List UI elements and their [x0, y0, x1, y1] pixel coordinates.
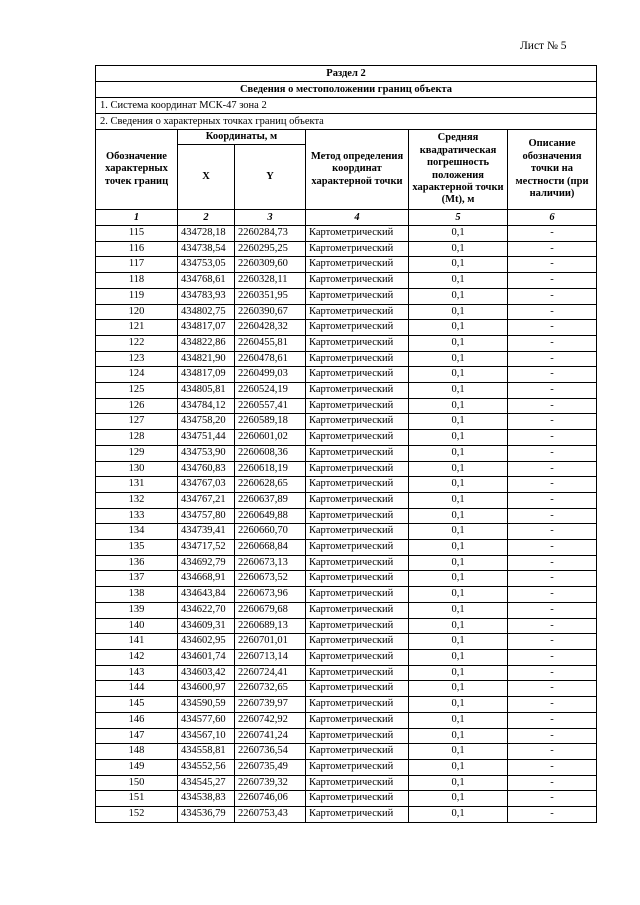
method-cell: Картометрический	[306, 744, 409, 760]
coord-x-cell: 434668,91	[178, 571, 235, 587]
section-title: Раздел 2	[96, 66, 597, 82]
coord-x-cell: 434758,20	[178, 414, 235, 430]
point-id-cell: 136	[96, 555, 178, 571]
coord-x-cell: 434805,81	[178, 383, 235, 399]
method-cell: Картометрический	[306, 335, 409, 351]
coord-x-cell: 434767,03	[178, 477, 235, 493]
table-row	[96, 477, 597, 493]
method-cell: Картометрический	[306, 288, 409, 304]
method-cell: Картометрический	[306, 367, 409, 383]
point-id-cell: 120	[96, 304, 178, 320]
coord-y-cell: 2260673,13	[235, 555, 306, 571]
error-cell: 0,1	[409, 367, 508, 383]
point-id-cell: 129	[96, 445, 178, 461]
description-cell: -	[508, 665, 597, 681]
coord-x-cell: 434768,61	[178, 273, 235, 289]
coord-y-cell: 2260736,54	[235, 744, 306, 760]
point-id-cell: 146	[96, 712, 178, 728]
coord-y-cell: 2260742,92	[235, 712, 306, 728]
table-row	[96, 367, 597, 383]
point-id-cell: 141	[96, 634, 178, 650]
point-id-cell: 147	[96, 728, 178, 744]
coord-y-cell: 2260679,68	[235, 602, 306, 618]
table-row	[96, 540, 597, 556]
table-row	[96, 414, 597, 430]
method-cell: Картометрический	[306, 775, 409, 791]
point-id-cell: 135	[96, 540, 178, 556]
description-cell: -	[508, 540, 597, 556]
description-cell: -	[508, 728, 597, 744]
description-cell: -	[508, 759, 597, 775]
coord-x-cell: 434600,97	[178, 681, 235, 697]
method-cell: Картометрический	[306, 320, 409, 336]
method-cell: Картометрический	[306, 634, 409, 650]
method-cell: Картометрический	[306, 241, 409, 257]
coord-y-cell: 2260589,18	[235, 414, 306, 430]
sheet-number: Лист № 5	[520, 40, 567, 52]
table-row	[96, 602, 597, 618]
point-id-cell: 128	[96, 430, 178, 446]
section-subtitle-row	[96, 82, 597, 98]
method-cell: Картометрический	[306, 618, 409, 634]
col-x: X	[178, 145, 235, 210]
table-row	[96, 320, 597, 336]
column-number: 1	[96, 210, 178, 226]
error-cell: 0,1	[409, 398, 508, 414]
col-y: Y	[235, 145, 306, 210]
description-cell: -	[508, 273, 597, 289]
point-id-cell: 145	[96, 697, 178, 713]
description-cell: -	[508, 807, 597, 823]
table-row	[96, 791, 597, 807]
coord-y-cell: 2260557,41	[235, 398, 306, 414]
coord-y-cell: 2260628,65	[235, 477, 306, 493]
col-point-designation: Обозначение характерных точек границ	[96, 130, 178, 210]
point-id-cell: 149	[96, 759, 178, 775]
description-cell: -	[508, 445, 597, 461]
coord-y-cell: 2260284,73	[235, 226, 306, 242]
coord-x-cell: 434558,81	[178, 744, 235, 760]
coord-y-cell: 2260328,11	[235, 273, 306, 289]
error-cell: 0,1	[409, 351, 508, 367]
coord-y-cell: 2260478,61	[235, 351, 306, 367]
table-row	[96, 665, 597, 681]
description-cell: -	[508, 492, 597, 508]
coord-y-cell: 2260637,89	[235, 492, 306, 508]
point-id-cell: 119	[96, 288, 178, 304]
error-cell: 0,1	[409, 807, 508, 823]
description-cell: -	[508, 712, 597, 728]
point-id-cell: 139	[96, 602, 178, 618]
column-number: 3	[235, 210, 306, 226]
coord-y-cell: 2260701,01	[235, 634, 306, 650]
error-cell: 0,1	[409, 634, 508, 650]
table-row	[96, 744, 597, 760]
point-id-cell: 122	[96, 335, 178, 351]
coord-x-cell: 434622,70	[178, 602, 235, 618]
description-cell: -	[508, 791, 597, 807]
coord-x-cell: 434757,80	[178, 508, 235, 524]
description-cell: -	[508, 461, 597, 477]
method-cell: Картометрический	[306, 759, 409, 775]
method-cell: Картометрический	[306, 304, 409, 320]
error-cell: 0,1	[409, 273, 508, 289]
table-row	[96, 351, 597, 367]
method-cell: Картометрический	[306, 383, 409, 399]
description-cell: -	[508, 602, 597, 618]
point-id-cell: 140	[96, 618, 178, 634]
error-cell: 0,1	[409, 681, 508, 697]
column-number-row	[96, 210, 597, 226]
coord-x-cell: 434692,79	[178, 555, 235, 571]
coord-x-cell: 434717,52	[178, 540, 235, 556]
coord-y-cell: 2260689,13	[235, 618, 306, 634]
description-cell: -	[508, 649, 597, 665]
table-row	[96, 508, 597, 524]
coord-x-cell: 434767,21	[178, 492, 235, 508]
point-id-cell: 138	[96, 587, 178, 603]
error-cell: 0,1	[409, 665, 508, 681]
column-number: 5	[409, 210, 508, 226]
method-cell: Картометрический	[306, 398, 409, 414]
description-cell: -	[508, 697, 597, 713]
point-id-cell: 137	[96, 571, 178, 587]
table-row	[96, 398, 597, 414]
point-id-cell: 133	[96, 508, 178, 524]
coord-x-cell: 434739,41	[178, 524, 235, 540]
coord-x-cell: 434753,90	[178, 445, 235, 461]
description-cell: -	[508, 367, 597, 383]
error-cell: 0,1	[409, 697, 508, 713]
coord-x-cell: 434822,86	[178, 335, 235, 351]
col-description: Описание обозначения точки на местности (при наличии)	[508, 130, 597, 210]
coord-y-cell: 2260309,60	[235, 257, 306, 273]
coord-x-cell: 434751,44	[178, 430, 235, 446]
method-cell: Картометрический	[306, 351, 409, 367]
table-row	[96, 257, 597, 273]
coord-x-cell: 434609,31	[178, 618, 235, 634]
error-cell: 0,1	[409, 430, 508, 446]
error-cell: 0,1	[409, 744, 508, 760]
description-cell: -	[508, 320, 597, 336]
table-row	[96, 618, 597, 634]
method-cell: Картометрический	[306, 649, 409, 665]
coord-x-cell: 434643,84	[178, 587, 235, 603]
point-id-cell: 150	[96, 775, 178, 791]
coord-x-cell: 434783,93	[178, 288, 235, 304]
error-cell: 0,1	[409, 524, 508, 540]
point-id-cell: 116	[96, 241, 178, 257]
table-row	[96, 226, 597, 242]
description-cell: -	[508, 744, 597, 760]
coord-y-cell: 2260753,43	[235, 807, 306, 823]
point-id-cell: 123	[96, 351, 178, 367]
error-cell: 0,1	[409, 304, 508, 320]
point-id-cell: 148	[96, 744, 178, 760]
error-cell: 0,1	[409, 383, 508, 399]
error-cell: 0,1	[409, 257, 508, 273]
description-cell: -	[508, 288, 597, 304]
col-method: Метод определения координат характерной точки	[306, 130, 409, 210]
point-id-cell: 143	[96, 665, 178, 681]
error-cell: 0,1	[409, 477, 508, 493]
method-cell: Картометрический	[306, 712, 409, 728]
description-cell: -	[508, 335, 597, 351]
method-cell: Картометрический	[306, 728, 409, 744]
error-cell: 0,1	[409, 288, 508, 304]
boundary-points-table	[95, 65, 597, 823]
error-cell: 0,1	[409, 414, 508, 430]
description-cell: -	[508, 555, 597, 571]
coord-y-cell: 2260735,49	[235, 759, 306, 775]
coord-y-cell: 2260455,81	[235, 335, 306, 351]
error-cell: 0,1	[409, 540, 508, 556]
point-id-cell: 125	[96, 383, 178, 399]
point-id-cell: 117	[96, 257, 178, 273]
description-cell: -	[508, 775, 597, 791]
description-cell: -	[508, 571, 597, 587]
error-cell: 0,1	[409, 618, 508, 634]
method-cell: Картометрический	[306, 807, 409, 823]
coord-y-cell: 2260608,36	[235, 445, 306, 461]
description-cell: -	[508, 398, 597, 414]
table-row	[96, 728, 597, 744]
table-row	[96, 649, 597, 665]
table-row	[96, 775, 597, 791]
point-id-cell: 130	[96, 461, 178, 477]
error-cell: 0,1	[409, 226, 508, 242]
section-title-row	[96, 66, 597, 82]
coord-x-cell: 434602,95	[178, 634, 235, 650]
coord-y-cell: 2260428,32	[235, 320, 306, 336]
coord-y-cell: 2260713,14	[235, 649, 306, 665]
error-cell: 0,1	[409, 649, 508, 665]
point-id-cell: 121	[96, 320, 178, 336]
coord-y-cell: 2260668,84	[235, 540, 306, 556]
coord-x-cell: 434552,56	[178, 759, 235, 775]
method-cell: Картометрический	[306, 461, 409, 477]
coord-y-cell: 2260660,70	[235, 524, 306, 540]
section-subtitle: Сведения о местоположении границ объекта	[96, 82, 597, 98]
description-cell: -	[508, 226, 597, 242]
method-cell: Картометрический	[306, 226, 409, 242]
coord-y-cell: 2260741,24	[235, 728, 306, 744]
method-cell: Картометрический	[306, 555, 409, 571]
error-cell: 0,1	[409, 320, 508, 336]
description-cell: -	[508, 587, 597, 603]
method-cell: Картометрический	[306, 587, 409, 603]
method-cell: Картометрический	[306, 273, 409, 289]
coord-x-cell: 434538,83	[178, 791, 235, 807]
point-id-cell: 124	[96, 367, 178, 383]
point-id-cell: 144	[96, 681, 178, 697]
table-row	[96, 712, 597, 728]
description-cell: -	[508, 477, 597, 493]
coord-x-cell: 434821,90	[178, 351, 235, 367]
error-cell: 0,1	[409, 571, 508, 587]
coord-y-cell: 2260724,41	[235, 665, 306, 681]
point-id-cell: 118	[96, 273, 178, 289]
points-info-text: 2. Сведения о характерных точках границ объекта	[96, 114, 597, 130]
coord-y-cell: 2260601,02	[235, 430, 306, 446]
coord-x-cell: 434577,60	[178, 712, 235, 728]
description-cell: -	[508, 634, 597, 650]
description-cell: -	[508, 304, 597, 320]
table-row	[96, 304, 597, 320]
description-cell: -	[508, 618, 597, 634]
table-row	[96, 273, 597, 289]
error-cell: 0,1	[409, 445, 508, 461]
coord-y-cell: 2260649,88	[235, 508, 306, 524]
error-cell: 0,1	[409, 587, 508, 603]
description-cell: -	[508, 681, 597, 697]
description-cell: -	[508, 430, 597, 446]
point-id-cell: 142	[96, 649, 178, 665]
method-cell: Картометрический	[306, 257, 409, 273]
table-row	[96, 335, 597, 351]
method-cell: Картометрический	[306, 791, 409, 807]
error-cell: 0,1	[409, 759, 508, 775]
table-row	[96, 241, 597, 257]
description-cell: -	[508, 414, 597, 430]
coord-x-cell: 434590,59	[178, 697, 235, 713]
table-row	[96, 383, 597, 399]
method-cell: Картометрический	[306, 492, 409, 508]
error-cell: 0,1	[409, 602, 508, 618]
coord-y-cell: 2260351,95	[235, 288, 306, 304]
description-cell: -	[508, 351, 597, 367]
coord-y-cell: 2260673,52	[235, 571, 306, 587]
point-id-cell: 152	[96, 807, 178, 823]
error-cell: 0,1	[409, 461, 508, 477]
column-number: 2	[178, 210, 235, 226]
col-coordinates: Координаты, м	[178, 130, 306, 145]
point-id-cell: 151	[96, 791, 178, 807]
coord-y-cell: 2260618,19	[235, 461, 306, 477]
error-cell: 0,1	[409, 712, 508, 728]
point-id-cell: 127	[96, 414, 178, 430]
coord-y-cell: 2260295,25	[235, 241, 306, 257]
table-row	[96, 587, 597, 603]
error-cell: 0,1	[409, 241, 508, 257]
coord-y-cell: 2260732,65	[235, 681, 306, 697]
error-cell: 0,1	[409, 791, 508, 807]
description-cell: -	[508, 383, 597, 399]
method-cell: Картометрический	[306, 697, 409, 713]
method-cell: Картометрический	[306, 445, 409, 461]
coord-x-cell: 434753,05	[178, 257, 235, 273]
coord-x-cell: 434817,07	[178, 320, 235, 336]
error-cell: 0,1	[409, 555, 508, 571]
coord-y-cell: 2260524,19	[235, 383, 306, 399]
coord-y-cell: 2260739,32	[235, 775, 306, 791]
description-cell: -	[508, 257, 597, 273]
table-row	[96, 445, 597, 461]
coord-x-cell: 434728,18	[178, 226, 235, 242]
table-row	[96, 697, 597, 713]
column-number: 4	[306, 210, 409, 226]
point-id-cell: 126	[96, 398, 178, 414]
point-id-cell: 132	[96, 492, 178, 508]
method-cell: Картометрический	[306, 477, 409, 493]
table-row	[96, 759, 597, 775]
error-cell: 0,1	[409, 728, 508, 744]
coord-y-cell: 2260739,97	[235, 697, 306, 713]
points-body	[96, 226, 597, 823]
coord-x-cell: 434536,79	[178, 807, 235, 823]
point-id-cell: 115	[96, 226, 178, 242]
method-cell: Картометрический	[306, 665, 409, 681]
table-row	[96, 681, 597, 697]
table-row	[96, 288, 597, 304]
coord-y-cell: 2260673,96	[235, 587, 306, 603]
table-row	[96, 461, 597, 477]
method-cell: Картометрический	[306, 571, 409, 587]
error-cell: 0,1	[409, 508, 508, 524]
error-cell: 0,1	[409, 335, 508, 351]
points-info-row	[96, 114, 597, 130]
column-header-row	[96, 130, 597, 145]
method-cell: Картометрический	[306, 540, 409, 556]
method-cell: Картометрический	[306, 430, 409, 446]
table-header	[96, 66, 597, 226]
method-cell: Картометрический	[306, 414, 409, 430]
error-cell: 0,1	[409, 775, 508, 791]
table-row	[96, 492, 597, 508]
method-cell: Картометрический	[306, 524, 409, 540]
column-number: 6	[508, 210, 597, 226]
table-row	[96, 430, 597, 446]
coord-y-cell: 2260390,67	[235, 304, 306, 320]
coord-system-text: 1. Система координат МСК-47 зона 2	[96, 98, 597, 114]
point-id-cell: 131	[96, 477, 178, 493]
coord-x-cell: 434603,42	[178, 665, 235, 681]
description-cell: -	[508, 241, 597, 257]
coord-x-cell: 434738,54	[178, 241, 235, 257]
method-cell: Картометрический	[306, 602, 409, 618]
coord-x-cell: 434802,75	[178, 304, 235, 320]
coord-x-cell: 434784,12	[178, 398, 235, 414]
description-cell: -	[508, 508, 597, 524]
coord-x-cell: 434567,10	[178, 728, 235, 744]
coord-x-cell: 434817,09	[178, 367, 235, 383]
coord-x-cell: 434601,74	[178, 649, 235, 665]
error-cell: 0,1	[409, 492, 508, 508]
coord-y-cell: 2260499,03	[235, 367, 306, 383]
table-row	[96, 571, 597, 587]
coord-x-cell: 434760,83	[178, 461, 235, 477]
coord-x-cell: 434545,27	[178, 775, 235, 791]
method-cell: Картометрический	[306, 681, 409, 697]
method-cell: Картометрический	[306, 508, 409, 524]
point-id-cell: 134	[96, 524, 178, 540]
description-cell: -	[508, 524, 597, 540]
table-row	[96, 555, 597, 571]
table-row	[96, 634, 597, 650]
col-error: Средняя квадратическая погрешность положения характерной точки (Mt), м	[409, 130, 508, 210]
table-row	[96, 807, 597, 823]
table-row	[96, 524, 597, 540]
coord-y-cell: 2260746,06	[235, 791, 306, 807]
coord-system-row	[96, 98, 597, 114]
